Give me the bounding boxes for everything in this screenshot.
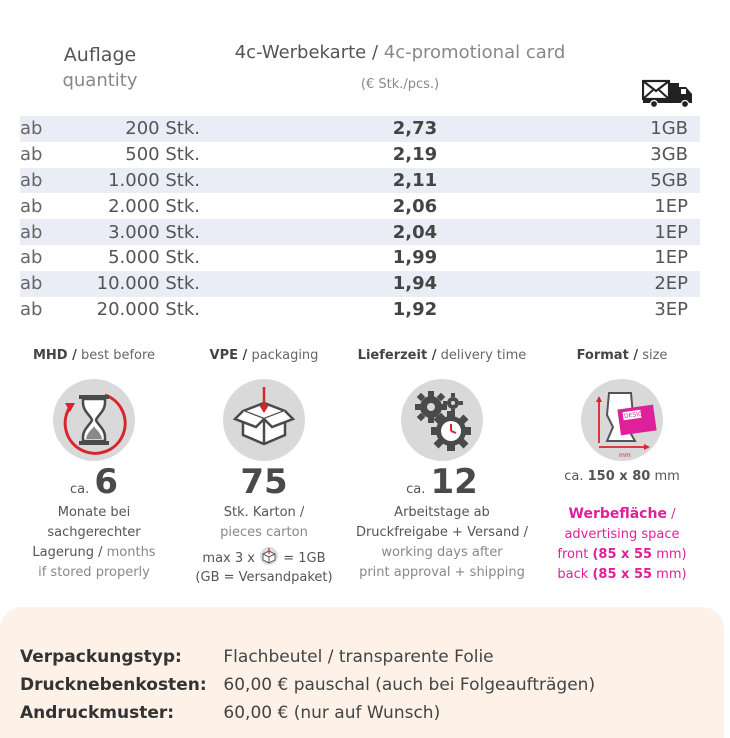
ab-cell: ab [20,273,43,295]
ship-cell: 3EP [654,298,688,320]
table-row [20,116,700,142]
vpe-value: 75 [240,462,288,502]
format-size-value: 150 x 80 [587,469,651,484]
footer-cost-label: Drucknebenkosten: [20,675,207,695]
mhd-line3 [4,543,184,563]
footer-proof-value: 60,00 € (nur auf Wunsch) [223,703,441,723]
mhd-line3-de: Lagerung / [32,545,103,560]
delivery-title [352,348,532,363]
unit-header: (€ Stk./pcs.) [360,77,440,92]
format-adv-slash: / [671,507,676,522]
vpe-line3 [174,547,354,570]
qty-cell: 200 Stk. [125,118,200,140]
format-front-value: (85 x 55 [592,547,653,562]
ab-cell: ab [20,169,43,191]
vpe-title-de: VPE / [209,348,248,363]
table-row [20,245,700,271]
ship-cell: 3GB [650,144,688,166]
format-size-line [532,469,712,484]
format-front-label: front [557,547,589,562]
table-row [20,271,700,297]
mhd-line2: sachgerechter [47,525,141,540]
table-row [20,193,700,219]
mhd-title-de: MHD / [32,348,77,363]
hourglass-icon [53,379,135,461]
format-size-prefix: ca. [564,469,584,484]
format-back [532,565,712,585]
qty-cell: 1.000 Stk. [108,169,200,191]
footer-cost-value: 60,00 € pauschal (auch bei Folgeaufträgen) [223,675,596,695]
delivery-line3: working days after [381,545,503,560]
ab-cell: ab [20,221,43,243]
ab-cell: ab [20,195,43,217]
delivery-title-de: Lieferzeit / [357,348,437,363]
mhd-ca: ca. [69,482,90,497]
product-header [205,42,595,63]
format-adv-en: advertising space [564,527,680,542]
mm-label: mm [619,452,631,459]
vpe-text [174,503,354,586]
quantity-header [50,44,150,91]
quantity-header-de: Auflage [63,44,137,66]
ab-cell: ab [20,118,43,140]
footer-proof-label: Andruckmuster: [20,703,175,723]
price-cell: 1,99 [392,247,438,269]
qty-cell: 10.000 Stk. [96,273,200,295]
table-row [20,219,700,245]
price-table [20,116,700,322]
ship-cell: 1GB [650,118,688,140]
mhd-text [4,503,184,583]
ship-cell: 2EP [654,273,688,295]
delivery-line2: Druckfreigabe + Versand / [355,525,529,540]
qty-cell: 2.000 Stk. [108,195,200,217]
ship-cell: 1EP [654,221,688,243]
ab-cell: ab [20,144,43,166]
format-size-unit: mm [654,469,680,484]
footer-panel [0,607,724,738]
ship-cell: 1EP [654,247,688,269]
gears-clock-icon [401,379,483,461]
ship-cell: 1EP [654,195,688,217]
ab-cell: ab [20,298,43,320]
price-cell: 2,04 [392,221,438,243]
mhd-line1: Monate bei [57,505,131,520]
footer-proof-row [20,703,440,723]
mhd-line4: if stored properly [38,565,150,580]
delivery-title-en: delivery time [440,348,527,363]
delivery-line1: Arbeitstage ab [394,505,490,520]
vpe-line3a: max 3 x [202,551,255,566]
vpe-line1: Stk. Karton / [223,505,305,520]
product-header-en: 4c-promotional card [383,42,566,63]
format-title [532,348,712,363]
small-box-icon [259,547,279,570]
mhd-value: 6 [94,462,118,502]
format-card-icon [581,379,663,461]
format-adv-line1 [532,504,712,525]
footer-packaging-value: Flachbeutel / transparente Folie [223,647,494,667]
format-front [532,545,712,565]
design-label: DESIGN [623,409,648,421]
price-cell: 1,92 [392,298,438,320]
format-front-unit: mm) [656,547,687,562]
mhd-title [4,348,184,363]
table-row [20,297,700,323]
mhd-title-en: best before [80,348,156,363]
delivery-line4: print approval + shipping [359,565,525,580]
price-cell: 2,06 [392,195,438,217]
box-icon [223,379,305,461]
delivery-value: 12 [430,462,478,502]
mhd-value-line [4,462,184,502]
ship-cell: 5GB [650,169,688,191]
format-back-label: back [557,567,589,582]
vpe-line2: pieces carton [220,525,308,540]
price-cell: 2,11 [392,169,438,191]
mhd-line3-en: months [106,545,156,560]
vpe-line4: (GB = Versandpaket) [195,570,333,585]
mhd-section [4,348,184,583]
delivery-value-line [352,462,532,502]
footer-packaging-row [20,647,494,667]
qty-cell: 3.000 Stk. [108,221,200,243]
vpe-section [174,348,354,586]
price-cell: 2,19 [392,144,438,166]
table-row [20,142,700,168]
format-back-unit: mm) [656,567,687,582]
format-title-de: Format / [576,348,639,363]
delivery-section [352,348,532,583]
vpe-value-line [174,462,354,502]
vpe-line3b: = 1GB [283,551,326,566]
vpe-title [174,348,354,363]
truck-mail-icon [642,78,694,112]
ab-cell: ab [20,247,43,269]
quantity-header-en: quantity [62,70,138,91]
format-section [532,348,712,585]
format-title-en: size [642,348,668,363]
footer-packaging-label: Verpackungstyp: [20,647,182,667]
format-adv-de: Werbefläche [568,506,667,522]
price-cell: 2,73 [392,118,438,140]
footer-cost-row [20,675,595,695]
price-cell: 1,94 [392,273,438,295]
table-row [20,168,700,194]
qty-cell: 20.000 Stk. [96,298,200,320]
delivery-ca: ca. [406,482,426,497]
delivery-text [352,503,532,583]
product-header-de: 4c-Werbekarte / [234,42,379,63]
qty-cell: 5.000 Stk. [108,247,200,269]
format-back-value: (85 x 55 [592,567,653,582]
qty-cell: 500 Stk. [125,144,200,166]
format-adv-text [532,504,712,585]
vpe-title-en: packaging [251,348,319,363]
